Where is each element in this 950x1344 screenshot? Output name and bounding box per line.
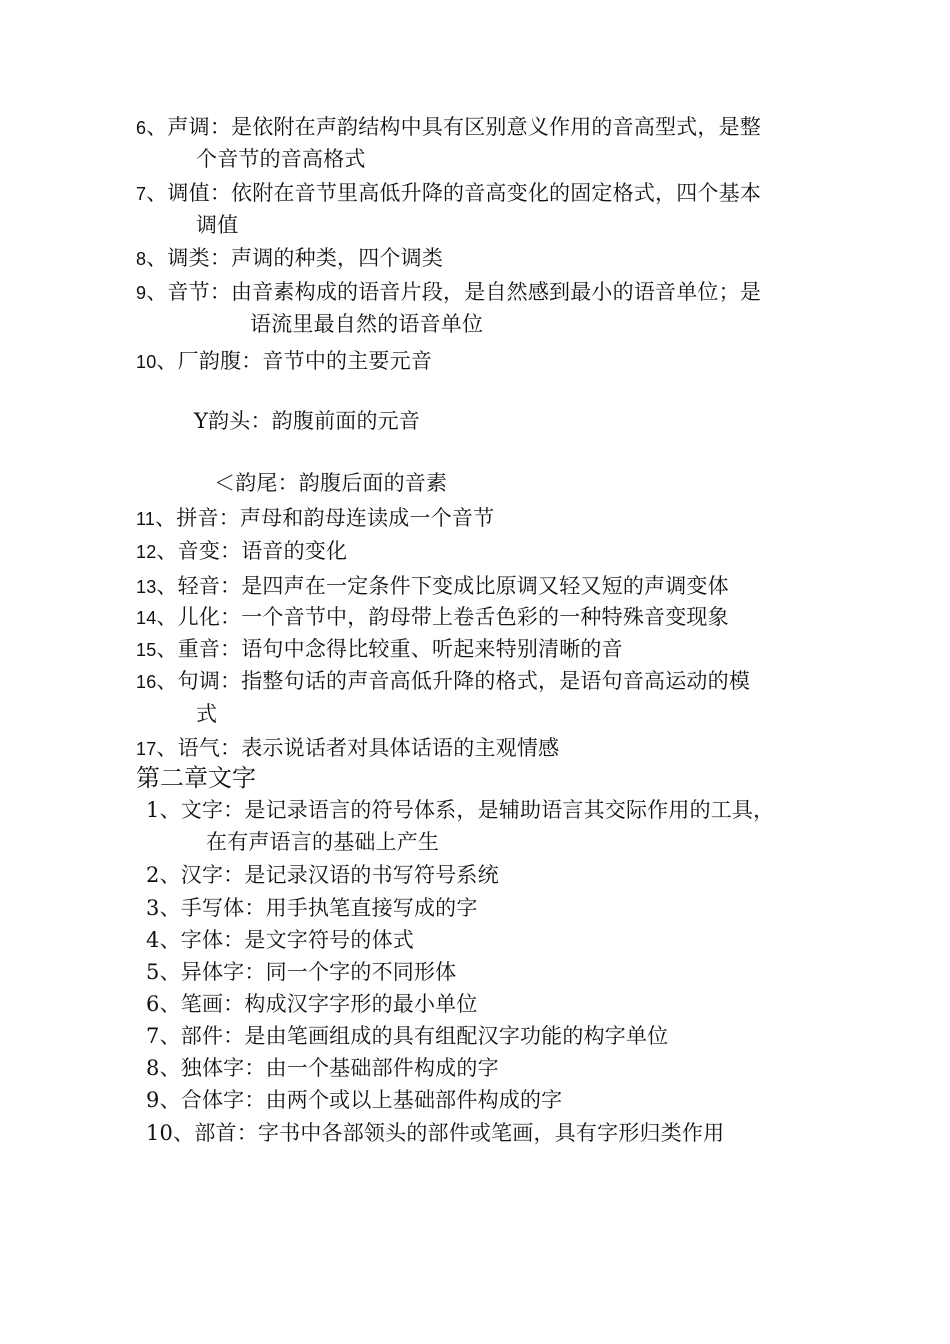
item-separator: 、	[146, 115, 168, 139]
item-text: 笔画：构成汉字字形的最小单位	[180, 992, 478, 1016]
item-8-line-1	[136, 245, 443, 272]
item-text: 重音：语句中念得比较重、听起来特别清晰的音	[177, 637, 623, 661]
item-text: 独体字：由一个基础部件构成的字	[180, 1056, 499, 1080]
item-number: 9	[146, 1088, 160, 1112]
item-number: 8	[146, 1056, 160, 1080]
item-text: 拼音：声母和韵母连读成一个音节	[176, 506, 495, 530]
item-text: 句调：指整句话的声音高低升降的格式，是语句音高运动的模	[177, 669, 751, 693]
item-text: 汉字：是记录汉语的书写符号系统	[180, 863, 499, 887]
item-separator: 、	[159, 1056, 181, 1080]
item-separator: 、	[159, 960, 181, 984]
item-separator: 、	[159, 1024, 181, 1048]
ch2-item-3	[146, 895, 478, 921]
item-7-line-2: 调值	[196, 213, 239, 237]
item-number: 12	[136, 542, 157, 562]
item-separator: 、	[156, 539, 178, 563]
item-number: 6	[146, 992, 160, 1016]
item-number: 7	[146, 1024, 160, 1048]
ch2-item-1-line-2: 在有声语言的基础上产生	[206, 830, 440, 854]
item-6-line-2: 个音节的音高格式	[196, 147, 366, 171]
item-12	[136, 538, 347, 565]
item-text: 部首：字书中各部领头的部件或笔画，具有字形归类作用	[194, 1121, 725, 1145]
item-number: 5	[146, 960, 160, 984]
item-number: 10	[146, 1121, 174, 1145]
item-text: 手写体：用手执笔直接写成的字	[180, 896, 478, 920]
item-text: 厂韵腹：音节中的主要元音	[177, 349, 433, 373]
item-separator: 、	[159, 863, 181, 887]
item-text: 语气：表示说话者对具体话语的主观情感	[177, 736, 560, 760]
ch2-item-4	[146, 927, 414, 953]
item-separator: 、	[156, 637, 178, 661]
item-text: 调类：声调的种类，四个调类	[167, 246, 444, 270]
item-text: 调值：依附在音节里高低升降的音高变化的固定格式，四个基本	[167, 181, 762, 205]
item-number: 9	[136, 283, 147, 303]
ch2-item-6	[146, 991, 478, 1017]
item-number: 2	[146, 863, 160, 887]
item-number: 7	[136, 184, 147, 204]
ch2-item-5	[146, 959, 456, 985]
item-11	[136, 505, 494, 532]
item-text: 部件：是由笔画组成的具有组配汉字功能的构字单位	[180, 1024, 669, 1048]
ch2-item-1-line-1	[146, 797, 774, 823]
ch2-item-10	[146, 1120, 724, 1146]
item-separator: 、	[159, 896, 181, 920]
item-number: 13	[136, 577, 157, 597]
item-separator: 、	[159, 1088, 181, 1112]
item-number: 15	[136, 640, 157, 660]
item-number: 11	[136, 509, 156, 529]
item-separator: 、	[173, 1121, 195, 1145]
item-16-line-1	[136, 668, 750, 695]
item-number: 6	[136, 118, 147, 138]
item-text: 文字：是记录语言的符号体系，是辅助语言其交际作用的工具，	[180, 798, 775, 822]
item-separator: 、	[146, 246, 168, 270]
item-number: 4	[146, 928, 160, 952]
sub-item-yun-wei: ＜韵尾：韵腹后面的音素	[214, 471, 448, 495]
item-separator: 、	[159, 798, 181, 822]
item-9-line-1	[136, 279, 761, 306]
item-number: 8	[136, 249, 147, 269]
item-separator: 、	[156, 669, 178, 693]
item-separator: 、	[155, 506, 177, 530]
item-7-line-1	[136, 180, 761, 207]
ch2-item-8	[146, 1055, 499, 1081]
item-text: 声调：是依附在声韵结构中具有区别意义作用的音高型式，是整	[167, 115, 762, 139]
item-text: 异体字：同一个字的不同形体	[180, 960, 457, 984]
item-number: 3	[146, 896, 160, 920]
item-separator: 、	[156, 574, 178, 598]
item-16-line-2: 式	[196, 702, 218, 726]
chapter-heading: 第二章文字	[136, 764, 256, 792]
item-number: 10	[136, 352, 157, 372]
item-17	[136, 735, 559, 762]
item-10-line-1	[136, 348, 432, 375]
item-text: 轻音：是四声在一定条件下变成比原调又轻又短的声调变体	[177, 574, 729, 598]
ch2-item-7	[146, 1023, 668, 1049]
item-separator: 、	[146, 181, 168, 205]
item-text: 儿化：一个音节中，韵母带上卷舌色彩的一种特殊音变现象	[177, 605, 729, 629]
item-15	[136, 636, 623, 663]
item-separator: 、	[159, 992, 181, 1016]
ch2-item-2	[146, 862, 499, 888]
item-text: 合体字：由两个或以上基础部件构成的字	[180, 1088, 563, 1112]
item-6-line-1	[136, 114, 761, 141]
item-separator: 、	[156, 349, 178, 373]
item-number: 17	[136, 739, 157, 759]
item-number: 16	[136, 672, 157, 692]
item-text: 音节：由音素构成的语音片段，是自然感到最小的语音单位；是	[167, 280, 762, 304]
item-text: 音变：语音的变化	[177, 539, 348, 563]
ch2-item-9	[146, 1087, 562, 1113]
item-separator: 、	[146, 280, 168, 304]
item-9-line-2: 语流里最自然的语音单位	[250, 312, 484, 336]
item-number: 14	[136, 608, 157, 628]
item-separator: 、	[159, 928, 181, 952]
item-number: 1	[146, 798, 160, 822]
item-14	[136, 604, 729, 631]
sub-item-yun-tou: Y韵头：韵腹前面的元音	[194, 409, 421, 433]
item-separator: 、	[156, 605, 178, 629]
item-text: 字体：是文字符号的体式	[180, 928, 414, 952]
item-separator: 、	[156, 736, 178, 760]
item-13	[136, 573, 729, 600]
